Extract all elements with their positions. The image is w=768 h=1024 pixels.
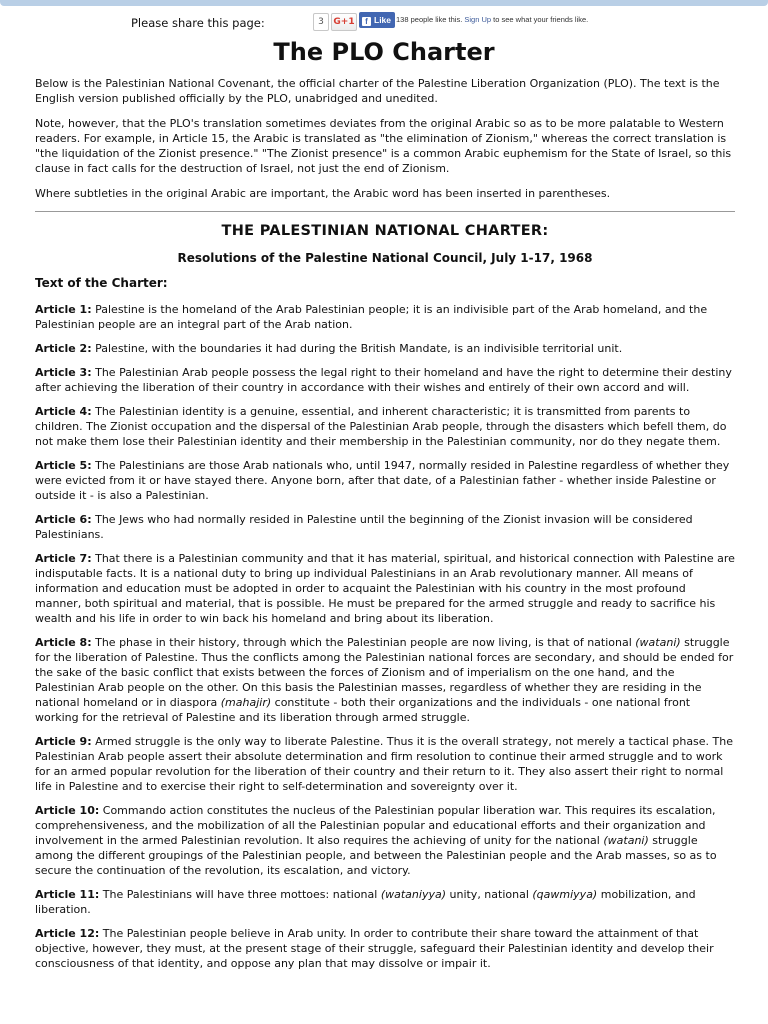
top-bar [0,0,768,6]
facebook-like-button[interactable] [359,12,395,28]
article-label: Article 7: [35,552,92,565]
article-label: Article 5: [35,459,92,472]
facebook-icon: f [362,17,371,26]
facebook-like-label: Like [374,15,392,25]
article-10: Article 10: Commando action constitutes the nucleus of the Palestinian popular liberation war. This requires its escalation, comprehensiveness, and the mobilization of all the Palestinian popular and educational efforts and their organization and involvement in the armed Palestinian revolution. It also requires the achieving of unity for the national (watani) struggle among the different groupings of the Palestinian people, and between the Palestinian people and the Arab masses, so as to secure the continuation of the revolution, its escalation, and victory. [35,804,717,877]
article-6: Article 6: The Jews who had normally resided in Palestine until the beginning of the Zionist invasion will be considered Palestinians. [35,513,693,541]
charter-text-heading: Text of the Charter: [35,276,168,290]
article-8: Article 8: The phase in their history, through which the Palestinian people are now living, is that of national (watani) struggle for the liberation of Palestine. Thus the conflicts among the Palestinian national forces are secondary, and should be ended for the sake of the basic conflict that exists between the forces of Zionism and of imperialism on the one hand, and the Palestinian Arab people on the other. On this basis the Palestinian masses, regardless of whether they are residing in the national homeland or in diaspora (mahajir) constitute - both their organizations and the individuals - one national front working for the retrieval of Palestine and its liberation through armed struggle. [35,636,734,724]
share-count: 3 [313,13,329,31]
article-2: Article 2: Palestine, with the boundaries it had during the British Mandate, is an indivisible territorial unit. [35,342,623,355]
article-1: Article 1: Palestine is the homeland of the Arab Palestinian people; it is an indivisible part of the Arab homeland, and the Palestinian people are an integral part of the Arab nation. [35,303,708,331]
intro-paragraph: Note, however, that the PLO's translation sometimes deviates from the original Arabic so as to be more palatable to Western readers. For example, in Article 15, the Arabic is translated as "the elimination of Zionism," whereas the correct translation is "the liquidation of the Zionist presence." "The Zionist presence" is a common Arabic euphemism for the State of Israel, so this clause in fact calls for the destruction of Israel, not just the end of Zionism. [35,117,732,175]
page-title: The PLO Charter [273,38,495,66]
article-label: Article 4: [35,405,92,418]
article-7: Article 7: That there is a Palestinian community and that it has material, spiritual, and historical connection with Palestine are indisputable facts. It is a national duty to bring up individual Palestinians in an Arab revolutionary manner. All means of information and education must be adopted in order to acquaint the Palestinian with his country in the most profound manner, both spiritual and material, that is possible. He must be prepared for the armed struggle and ready to sacrifice his wealth and his life in order to win back his homeland and bring about its liberation. [35,552,735,625]
share-bar [0,11,768,33]
facebook-like-text [396,15,588,24]
intro-paragraph: Below is the Palestinian National Covenant, the official charter of the Palestine Liberation Organization (PLO). The text is the English version published officially by the PLO, unabridged and unedited. [35,77,720,105]
facebook-tail-text: to see what your friends like. [493,15,589,24]
google-plus-button[interactable]: G+1 [331,13,357,31]
article-label: Article 3: [35,366,92,379]
article-4: Article 4: The Palestinian identity is a genuine, essential, and inherent characteristic; it is transmitted from parents to children. The Zionist occupation and the dispersal of the Palestinian Arab people, through the disasters which befell them, do not make them lose their Palestinian identity and their membership in the Palestinian community, nor do they negate them. [35,405,727,448]
article-label: Article 11: [35,888,100,901]
article-label: Article 2: [35,342,92,355]
article-3: Article 3: The Palestinian Arab people possess the legal right to their homeland and have the right to determine their destiny after achieving the liberation of their country in accordance with their wishes and entirely of their own accord and will. [35,366,732,394]
facebook-signup-link[interactable]: Sign Up [464,15,492,24]
article-label: Article 10: [35,804,100,817]
intro-paragraph: Where subtleties in the original Arabic are important, the Arabic word has been inserted in parentheses. [35,187,611,200]
arabic-term: (wataniyya) [380,888,446,901]
articles-list [35,302,735,971]
share-label: Please share this page: [131,16,265,30]
arabic-term: (qawmiyya) [532,888,598,901]
article-5: Article 5: The Palestinians are those Arab nationals who, until 1947, normally resided in Palestine regardless of whether they were evicted from it or have stayed there. Anyone born, after that date, of a Palestinian father - whether inside Palestine or outside it - is also a Palestinian. [35,459,730,502]
charter-title: THE PALESTINIAN NATIONAL CHARTER: [221,223,549,239]
arabic-term: (mahajir) [220,696,272,709]
arabic-term: (watani) [635,636,681,649]
article-label: Article 8: [35,636,92,649]
article-label: Article 6: [35,513,92,526]
main-content [35,76,735,980]
article-label: Article 9: [35,735,92,748]
article-9: Article 9: Armed struggle is the only way to liberate Palestine. Thus it is the overall strategy, not merely a tactical phase. The Palestinian Arab people assert their absolute determination and firm resolution to continue their armed struggle and to work for an armed popular revolution for the liberation of their country and their return to it. They also assert their right to normal life in Palestine and to exercise their right to self-determination and sovereignty over it. [35,735,734,793]
article-11: Article 11: The Palestinians will have three mottoes: national (wataniyya) unity, national (qawmiyya) mobilization, and liberation. [35,888,696,916]
article-12: Article 12: The Palestinian people believe in Arab unity. In order to contribute their share toward the attainment of that objective, however, they must, at the present stage of their struggle, safeguard their Palestinian identity and develop their consciousness of that identity, and oppose any plan that may dissolve or impair it. [35,927,714,970]
charter-subtitle: Resolutions of the Palestine National Council, July 1-17, 1968 [177,251,593,265]
article-label: Article 12: [35,927,100,940]
facebook-like-count: 138 people like this. [396,15,463,24]
divider [35,211,735,212]
arabic-term: (watani) [603,834,649,847]
article-label: Article 1: [35,303,92,316]
